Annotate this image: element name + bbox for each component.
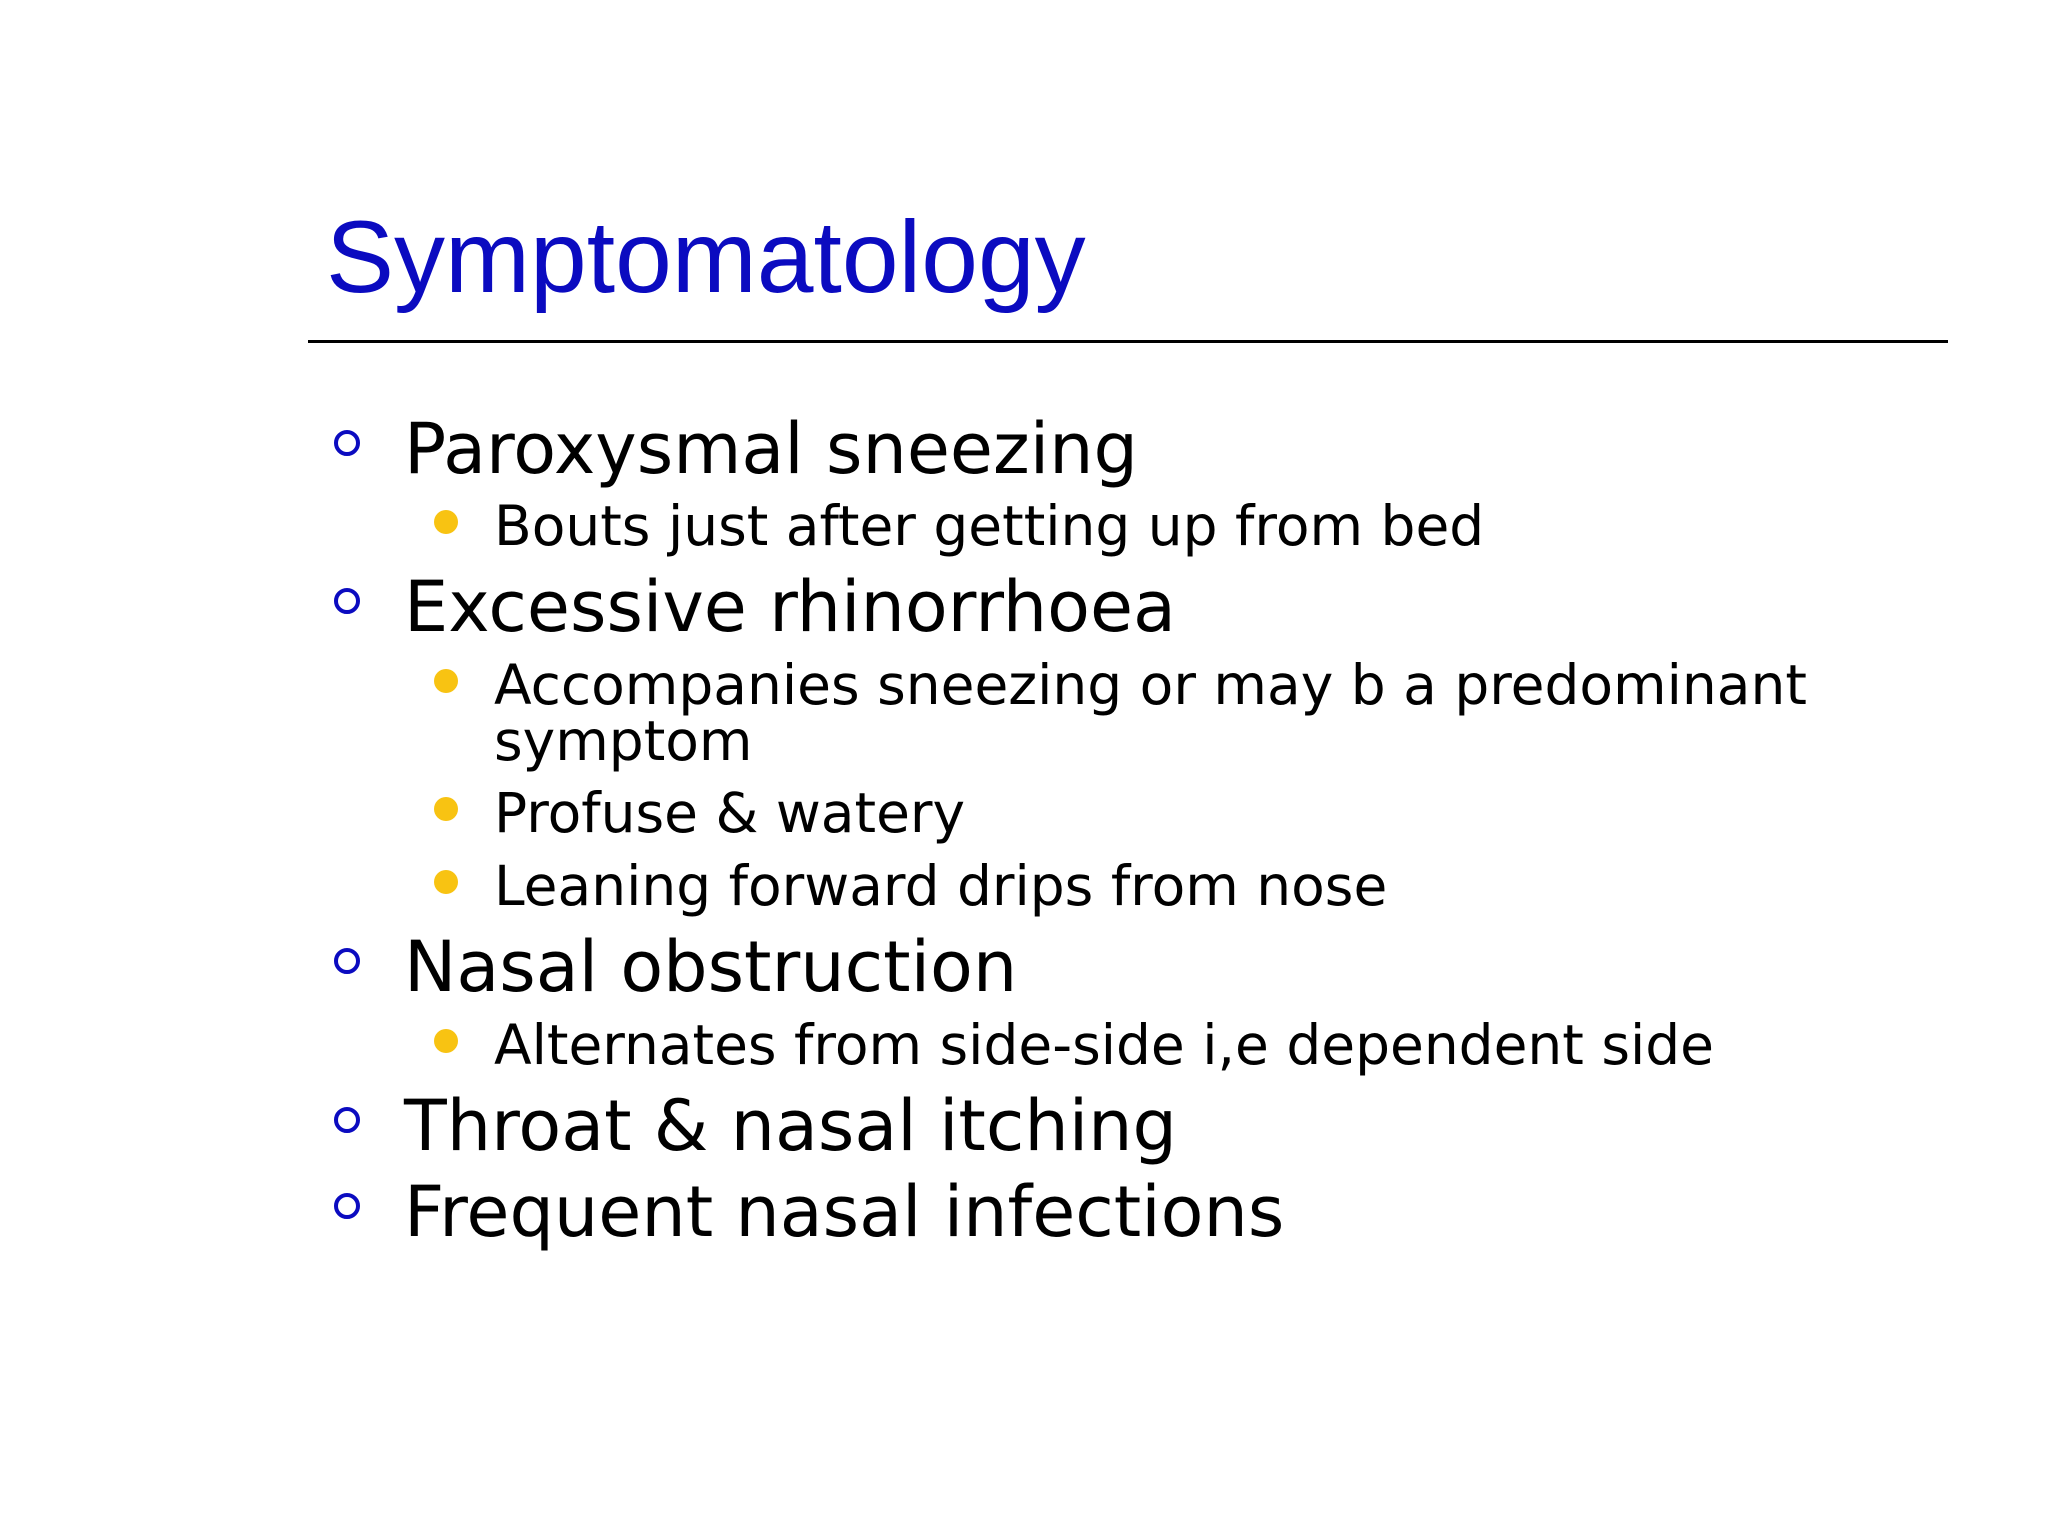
bullet-item: Paroxysmal sneezing [404, 408, 1138, 490]
slide-title: Symptomatology [326, 200, 1086, 314]
circle-outline-icon [334, 1107, 360, 1133]
bullet-dot-icon [434, 797, 458, 821]
sub-bullet-item: Profuse & watery [494, 781, 966, 845]
circle-outline-icon [334, 1193, 360, 1219]
bullet-dot-icon [434, 669, 458, 693]
sub-bullet-item: Alternates from side-side i,e dependent side [494, 1013, 1715, 1077]
circle-outline-icon [334, 430, 360, 456]
sub-bullet-item: Accompanies sneezing or may b a predominant symptom [494, 653, 1807, 773]
sub-bullet-item: Bouts just after getting up from bed [494, 494, 1485, 558]
circle-outline-icon [334, 588, 360, 614]
bullet-item: Frequent nasal infections [404, 1171, 1285, 1253]
bullet-item: Excessive rhinorrhoea [404, 566, 1176, 648]
circle-outline-icon [334, 948, 360, 974]
bullet-dot-icon [434, 1029, 458, 1053]
bullet-item: Nasal obstruction [404, 926, 1018, 1008]
bullet-dot-icon [434, 870, 458, 894]
sub-bullet-item: Leaning forward drips from nose [494, 854, 1388, 918]
bullet-item: Throat & nasal itching [404, 1085, 1177, 1167]
bullet-dot-icon [434, 510, 458, 534]
